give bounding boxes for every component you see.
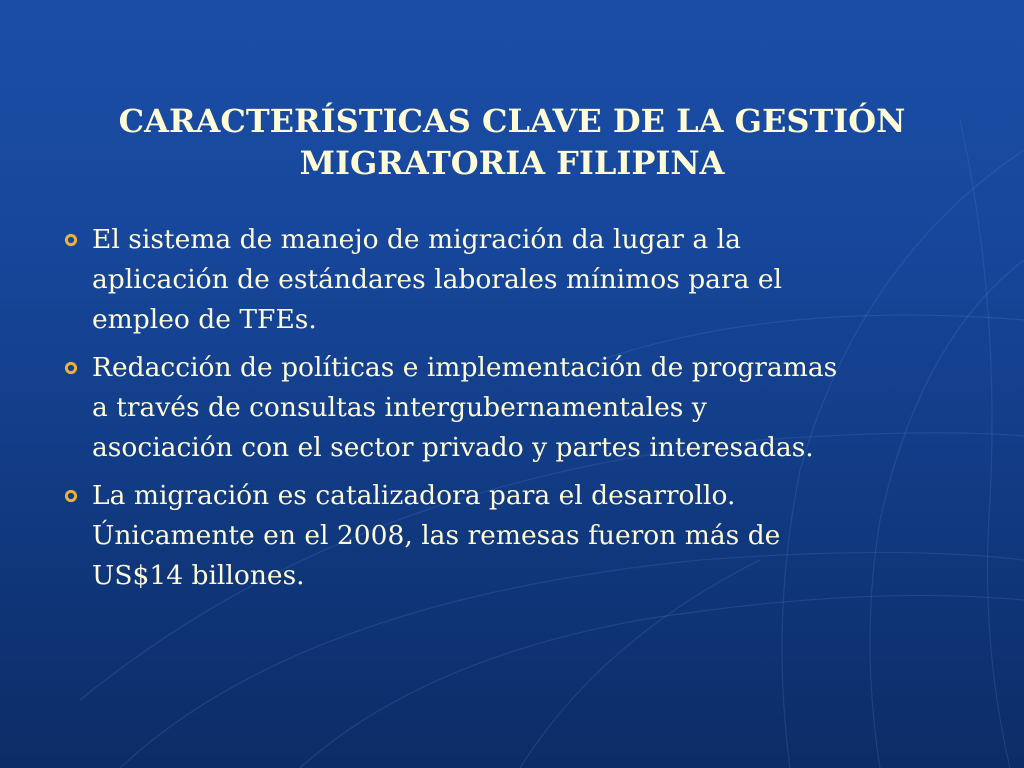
bullet-list [62,220,962,604]
slide-title-line-1: CARACTERÍSTICAS CLAVE DE LA GESTIÓN [118,102,906,140]
bullet-line: Redacción de políticas e implementación de programas [92,352,838,383]
bullet-item [62,348,962,468]
bullet-line: Únicamente en el 2008, las remesas fueron más de [92,520,781,551]
ring-bullet-icon [64,361,78,375]
ring-bullet-icon [64,233,78,247]
bullet-line: asociación con el sector privado y partes interesadas. [92,432,814,463]
bullet-text [92,348,962,468]
bullet-line: a través de consultas intergubernamentales y [92,392,707,423]
bullet-line: El sistema de manejo de migración da lugar a la [92,224,741,255]
ring-bullet-icon [64,489,78,503]
bullet-item [62,476,962,596]
bullet-line: US$14 billones. [92,560,305,591]
bullet-line: aplicación de estándares laborales mínimos para el [92,264,783,295]
bullet-text [92,476,962,596]
bullet-line: empleo de TFEs. [92,304,317,335]
bullet-item [62,220,962,340]
slide-title [40,100,984,184]
bullet-line: La migración es catalizadora para el desarrollo. [92,480,736,511]
slide-title-line-2: MIGRATORIA FILIPINA [299,144,725,182]
bullet-text [92,220,962,340]
